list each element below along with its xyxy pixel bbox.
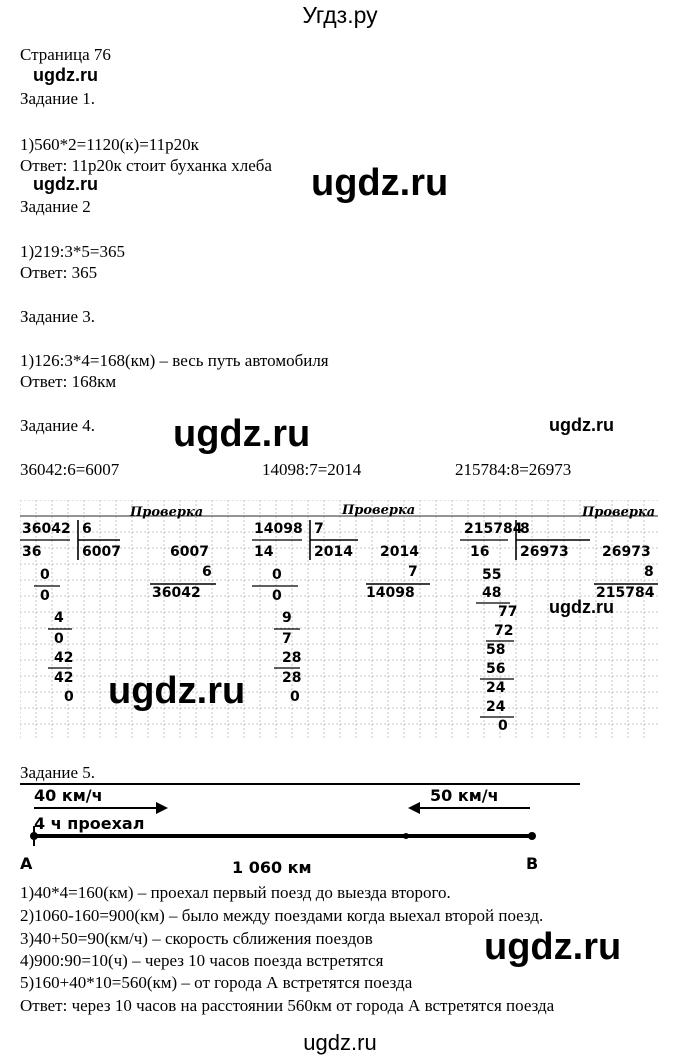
d1-step: 42	[54, 650, 74, 666]
d1-check-result: 36042	[152, 585, 201, 601]
task5-line: 4)900:90=10(ч) – через 10 часов поезда встретятся	[20, 951, 384, 970]
task3-line1: 1)126:3*4=168(км) – весь путь автомобиля	[20, 351, 329, 370]
train-diagram	[20, 780, 580, 880]
task5-line: 2)1060-160=900(км) – было между поездами когда выехал второй поезд.	[20, 906, 544, 925]
arrow-left-icon	[408, 802, 420, 814]
task1-title: Задание 1.	[20, 89, 95, 108]
d3-divisor: 8	[520, 521, 530, 537]
d2-step: 28	[282, 650, 302, 666]
d3-quotient: 26973	[520, 544, 569, 560]
task5-line: 5)160+40*10=560(км) – от города А встретятся поезда	[20, 973, 413, 992]
task1-answer: Ответ: 11р20к стоит буханка хлеба	[20, 156, 272, 175]
task4-eq3: 215784:8=26973	[455, 460, 572, 479]
d1-step: 0	[54, 631, 64, 647]
d2-step: 0	[290, 689, 300, 705]
point-b-label: В	[526, 854, 539, 873]
d3-step: 48	[482, 585, 502, 601]
d3-step: 58	[486, 642, 506, 658]
check-label: Проверка	[582, 505, 656, 520]
d1-check-a: 6007	[170, 544, 209, 560]
page-label: Страница 76	[20, 45, 111, 64]
d3-step: 55	[482, 567, 502, 583]
d2-dividend: 14098	[254, 521, 303, 537]
watermark-large: ugdz.ru	[311, 162, 449, 204]
point-a-label: А	[20, 854, 33, 873]
d2-check-a: 2014	[380, 544, 419, 560]
task2-line1: 1)219:3*5=365	[20, 242, 125, 261]
check-label: Проверка	[342, 503, 416, 518]
d1-step: 0	[64, 689, 74, 705]
site-footer: ugdz.ru	[303, 1030, 377, 1055]
d3-check-b: 8	[644, 564, 654, 580]
arrow-right-icon	[156, 802, 168, 814]
watermark-large: ugdz.ru	[173, 413, 311, 455]
d1-first: 36	[22, 544, 42, 560]
task5-line: 1)40*4=160(км) – проехал первый поезд до выезда второго.	[20, 883, 451, 902]
d2-step: 28	[282, 670, 302, 686]
task5-title: Задание 5.	[20, 763, 95, 782]
watermark-small: ugdz.ru	[549, 415, 614, 435]
watermark-large: ugdz.ru	[484, 926, 622, 968]
d2-check-result: 14098	[366, 585, 415, 601]
d2-check-b: 7	[408, 564, 418, 580]
d1-step: 42	[54, 670, 74, 686]
task3-answer: Ответ: 168км	[20, 372, 117, 391]
d1-step: 0	[40, 588, 50, 604]
d3-step: 77	[498, 604, 518, 620]
speed1-label: 40 км/ч	[34, 786, 103, 805]
d2-step: 7	[282, 631, 292, 647]
check-label: Проверка	[130, 505, 204, 520]
watermark-small: ugdz.ru	[549, 597, 614, 617]
traveled-label: 4 ч проехал	[34, 814, 145, 833]
task4-eq1: 36042:6=6007	[20, 460, 120, 479]
d1-check-b: 6	[202, 564, 212, 580]
task5-answer: Ответ: через 10 часов на расстоянии 560км от города А встретятся поезда	[20, 996, 555, 1015]
d2-divisor: 7	[314, 521, 324, 537]
d2-step: 0	[272, 588, 282, 604]
d3-check-a: 26973	[602, 544, 651, 560]
task4-title: Задание 4.	[20, 416, 95, 435]
d3-dividend: 215784	[464, 521, 523, 537]
task2-title: Задание 2	[20, 197, 91, 216]
d2-step: 0	[272, 567, 282, 583]
speed2-label: 50 км/ч	[430, 786, 499, 805]
meeting-dot	[403, 833, 409, 839]
d3-step: 24	[486, 680, 506, 696]
d1-divisor: 6	[82, 521, 92, 537]
d3-step: 56	[486, 661, 506, 677]
d1-quotient: 6007	[82, 544, 121, 560]
task4-eq2: 14098:7=2014	[262, 460, 362, 479]
point-b-dot	[528, 832, 536, 840]
task5-line: 3)40+50=90(км/ч) – скорость сближения поездов	[20, 929, 373, 948]
watermark-small: ugdz.ru	[33, 65, 98, 85]
d2-first: 14	[254, 544, 274, 560]
task2-answer: Ответ: 365	[20, 263, 98, 282]
task1-line1: 1)560*2=1120(к)=11р20к	[20, 135, 199, 154]
d2-quotient: 2014	[314, 544, 353, 560]
watermark-small: ugdz.ru	[33, 174, 98, 194]
point-a-dot	[30, 832, 38, 840]
distance-label: 1 060 км	[232, 858, 312, 877]
d3-check-result: 215784	[596, 585, 655, 601]
d3-step: 0	[498, 718, 508, 734]
d2-step: 9	[282, 610, 292, 626]
d1-step: 0	[40, 567, 50, 583]
d1-dividend: 36042	[22, 521, 71, 537]
d3-step: 24	[486, 699, 506, 715]
watermark-large: ugdz.ru	[108, 670, 246, 712]
d3-step: 72	[494, 623, 514, 639]
d1-step: 4	[54, 610, 64, 626]
site-header: Угдз.ру	[302, 2, 378, 28]
d3-first: 16	[470, 544, 490, 560]
task3-title: Задание 3.	[20, 307, 95, 326]
